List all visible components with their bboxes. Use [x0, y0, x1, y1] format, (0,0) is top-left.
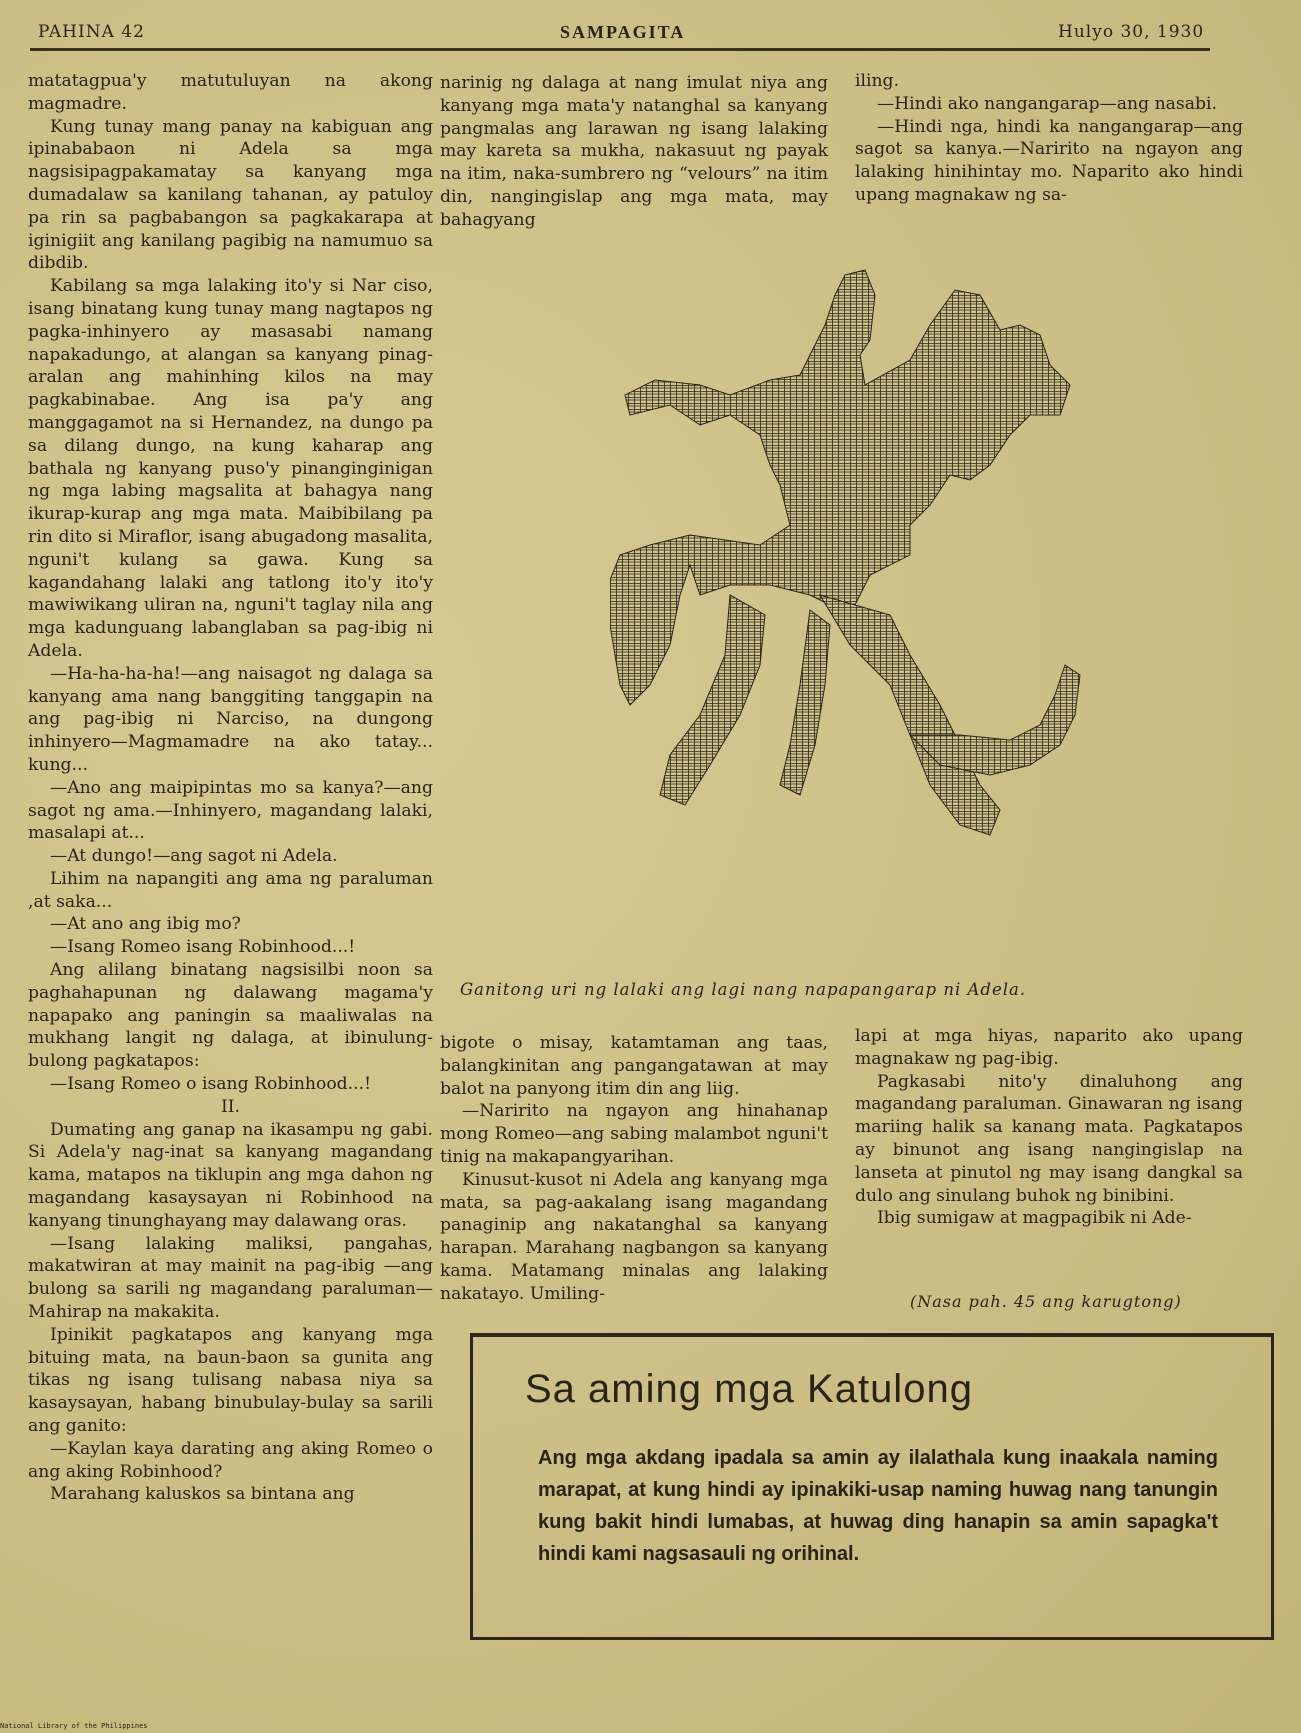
column-3-bottom	[855, 1025, 1243, 1230]
column-2-bottom	[440, 1032, 828, 1306]
paragraph: Ibig sumigaw at magpagibik ni Ade-	[877, 1208, 1192, 1229]
paragraph: Lihim na napangiti ang ama ng paraluman ,at saka...	[28, 868, 433, 912]
paragraph: Kabilang sa mga lalaking ito'y si Nar ciso, isang binatang kung tunay mang nagtapos ng pagka-inhinyero ay masasabi namang napakadungo, at alangan sa kanyang pinag-aralan ang mahinhing kilos na may pagkabinabae. Ang isa pa'y ang manggagamot na si Hernandez, na dungo pa sa dilang dungo, na kung kaharap ang bathala ng kanyang puso'y pinanginginigan ng mga labing magsalita at bahagya nang ikurap-kurap ang mga mata. Maibibilang pa rin dito si Miraflor, isang abugadong masalita, nguni't kulang sa gawa. Kung sa kagandahang lalaki ang tatlong ito'y ito'y mawiwikang uliran na, nguni't taglay nila ang mga kadunguang labanglaban sa pag-ibig ni Adela.	[28, 276, 433, 661]
illustration-rider	[610, 265, 1190, 965]
paragraph: bigote o misay, katamtaman ang taas, balangkinitan ang pangangatawan at may balot na panyong itim din ang liig.	[440, 1033, 828, 1099]
paragraph: Marahang kaluskos sa bintana ang	[50, 1484, 355, 1505]
illustration-caption: Ganitong uri ng lalaki ang lagi nang napapangarap ni Adela.	[460, 980, 1027, 999]
paragraph: —Kaylan kaya darating ang aking Romeo o ang aking Robinhood?	[28, 1438, 433, 1482]
continued-note: (Nasa pah. 45 ang karugtong)	[910, 1292, 1182, 1311]
paragraph: Kinusut-kusot ni Adela ang kanyang mga mata, sa pag-aakalang isang magandang panaginip ang nakatanghal sa kanyang harapan. Marahang nagbangon sa kanyang kama. Matamang minalas ang lalaking nakatayo. Umiling-	[440, 1169, 828, 1304]
paragraph: —Isang lalaking maliksi, pangahas, makatwiran at may mainit na pag-ibig —ang bulong sa sarili ng magandang paraluman—Mahirap na makakita.	[28, 1233, 433, 1323]
column-1	[28, 70, 433, 1506]
paragraph: narinig ng dalaga at nang imulat niya ang kanyang mga mata'y natanghal sa kanyang pangmalas ang larawan ng isang lalaking may kareta sa mukha, nakasuut ng payak na itim, naka-sumbrero ng “velours” na itim din, nangingislap ang mga mata, may bahagyang	[440, 73, 828, 230]
library-credit: National Library of the Philippines	[0, 1722, 148, 1730]
paragraph: —Ano ang maipipintas mo sa kanya?—ang sagot ng ama.—Inhinyero, magandang lalaki, masalapi at...	[28, 777, 433, 844]
magazine-title: SAMPAGITA	[560, 22, 686, 42]
paragraph: Ipinikit pagkatapos ang kanyang mga bituing mata, na baun-baon sa gunita ang tikas ng isang tulisang nabasa niya sa kasaysayan, habang binubulay-bulay sa sarili ang ganito:	[28, 1324, 433, 1437]
paragraph: lapi at mga hiyas, naparito ako upang magnakaw ng pag-ibig.	[855, 1026, 1243, 1069]
paragraph: iling.	[855, 71, 900, 91]
paragraph: —Ha-ha-ha-ha!—ang naisagot ng dalaga sa kanyang ama nang banggiting tanggapin na ang pag-ibig ni Narciso, na dungong inhinyero—Magmamadre na ako tatay... kung...	[28, 663, 433, 775]
paragraph: II.	[220, 1096, 241, 1117]
paragraph: Kung tunay mang panay na kabiguan ang ipinababaon ni Adela sa mga nagsisipagpakamatay sa kanyang mga dumadalaw sa kanilang tahanan, ay patuloy pa rin sa pagbabangon sa pagkakarapa at iginigiit ang kanilang pagibig na namumuo sa dibdib.	[28, 116, 433, 274]
paragraph: —Isang Romeo o isang Robinhood...!	[50, 1074, 371, 1095]
paragraph: Pagkasabi nito'y dinaluhong ang magandang paraluman. Ginawaran ng isang mariing halik sa kanang mata. Pagkatapos ay binunot ang isang nangingislap na lanseta at pinutol ng may isang dangkal sa dulo ang sinulang buhok ng binibini.	[855, 1071, 1243, 1206]
paragraph: —Hindi ako nangangarap—ang nasabi.	[877, 93, 1217, 114]
header-rule	[30, 48, 1210, 51]
notice-box	[470, 1333, 1274, 1640]
page-number: PAHINA 42	[38, 22, 145, 42]
paragraph: —At dungo!—ang sagot ni Adela.	[50, 846, 338, 867]
notice-body: Ang mga akdang ipadala sa amin ay ilalathala kung inaakala naming marapat, at kung hindi ay ipinakiki-usap naming huwag nang tanungin kung bakit hindi lumabas, at huwag ding hanapin sa amin sapagka't hindi kami nagsasauli ng orihinal.	[538, 1447, 1218, 1565]
paragraph: —Isang Romeo isang Robinhood...!	[50, 937, 356, 958]
paragraph: —At ano ang ibig mo?	[50, 914, 241, 935]
column-3-top	[855, 70, 1243, 207]
notice-heading: Sa aming mga Katulong	[525, 1367, 973, 1411]
issue-date: Hulyo 30, 1930	[1058, 22, 1205, 42]
column-2-top	[440, 72, 828, 232]
paragraph: —Hindi nga, hindi ka nangangarap—ang sagot sa kanya.—Naririto na ngayon ang lalaking hinihintay mo. Naparito ako hindi upang magnakaw ng sa-	[855, 116, 1243, 205]
paragraph: matatagpua'y matutuluyan na akong magmadre.	[28, 71, 433, 114]
paragraph: Dumating ang ganap na ikasampu ng gabi. Si Adela'y nag-inat sa kanyang magandang kama, matapos na tiklupin ang mga dahon ng magandang kasaysayan ni Robinhood na kanyang tinunghayang may dalawang oras.	[28, 1119, 433, 1231]
paragraph: —Naririto na ngayon ang hinahanap mong Romeo—ang sabing malambot nguni't tinig na makapangyarihan.	[440, 1101, 828, 1167]
paragraph: Ang alilang binatang nagsisilbi noon sa paghahapunan ng dalawang magama'y napapako ang paningin sa maaliwalas na mukhang langit ng dalaga, at ibinulung-bulong pagkatapos:	[28, 960, 433, 1072]
